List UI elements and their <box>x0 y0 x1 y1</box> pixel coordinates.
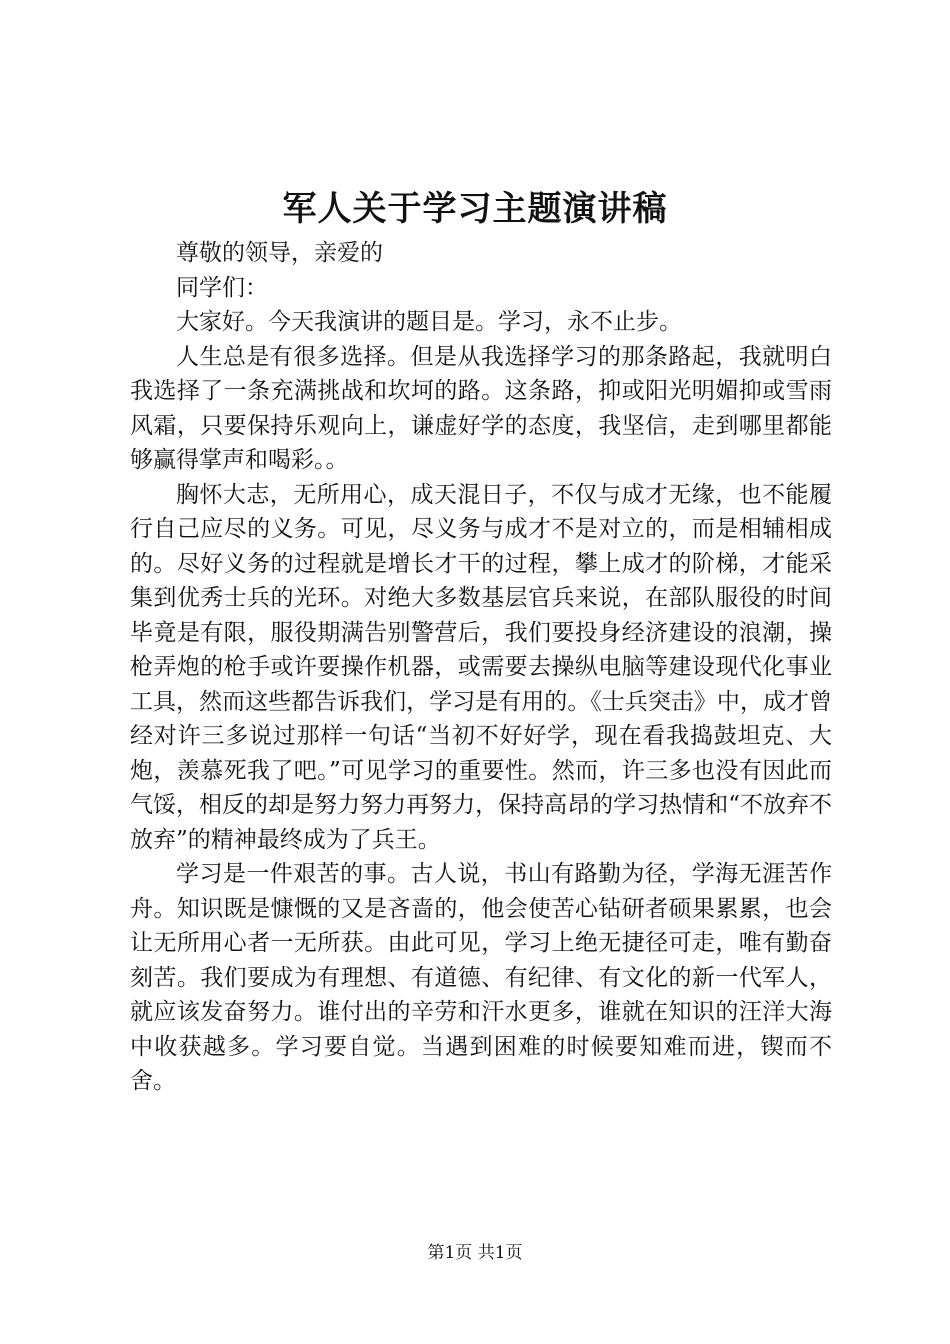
greeting-paragraph: 大家好。今天我演讲的题目是。学习，永不止步。 <box>176 309 682 335</box>
salutation-line-1: 尊敬的领导，亲爱的 <box>176 240 383 266</box>
document-title: 军人关于学习主题演讲稿 <box>282 189 668 229</box>
body-paragraph: 胸怀大志，无所用心，成天混日子，不仅与成才无缘，也不能履行自己应尽的义务。可见，尽义务与成才不是对立的，而是相辅相成的。尽好义务的过程就是增长才干的过程，攀上成才的阶梯，才能采集到优秀士兵的光环。对绝大多数基层官兵来说，在部队服役的时间毕竟是有限，服役期满告别警营后，我们要投身经济建设的浪潮，操枪弄炮的枪手或许要操作机器，或需要去操纵电脑等建设现代化事业工具，然而这些都告诉我们，学习是有用的。《士兵突击》中，成才曾经对许三多说过那样一句话“当初不好好学，现在看我捣鼓坦克、大炮，羡慕死我了吧。”可见学习的重要性。然而，许三多也没有因此而气馁，相反的却是努力努力再努力，保持高昂的学习热情和“不放弃不放弃”的精神最终成为了兵王。 <box>130 481 832 853</box>
salutation-line-2: 同学们： <box>176 274 268 301</box>
page-number-footer: 第1页 共1页 <box>427 1243 523 1263</box>
body-paragraph: 人生总是有很多选择。但是从我选择学习的那条路起，我就明白我选择了一条充满挑战和坎坷的路。这条路，抑或阳光明媚抑或雪雨风霜，只要保持乐观向上，谦虚好学的态度，我坚信，走到哪里都能够赢得掌声和喝彩。。 <box>130 343 832 473</box>
document-body <box>130 236 832 1099</box>
body-paragraph: 学习是一件艰苦的事。古人说，书山有路勤为径，学海无涯苦作舟。知识既是慷慨的又是吝啬的，他会使苦心钻研者硕果累累，也会让无所用心者一无所获。由此可见，学习上绝无捷径可走，唯有勤奋刻苦。我们要成为有理想、有道德、有纪律、有文化的新一代军人，就应该发奋努力。谁付出的辛劳和汗水更多，谁就在知识的汪洋大海中收获越多。学习要自觉。当遇到困难的时候要知难而进，锲而不舍。 <box>130 861 832 1094</box>
